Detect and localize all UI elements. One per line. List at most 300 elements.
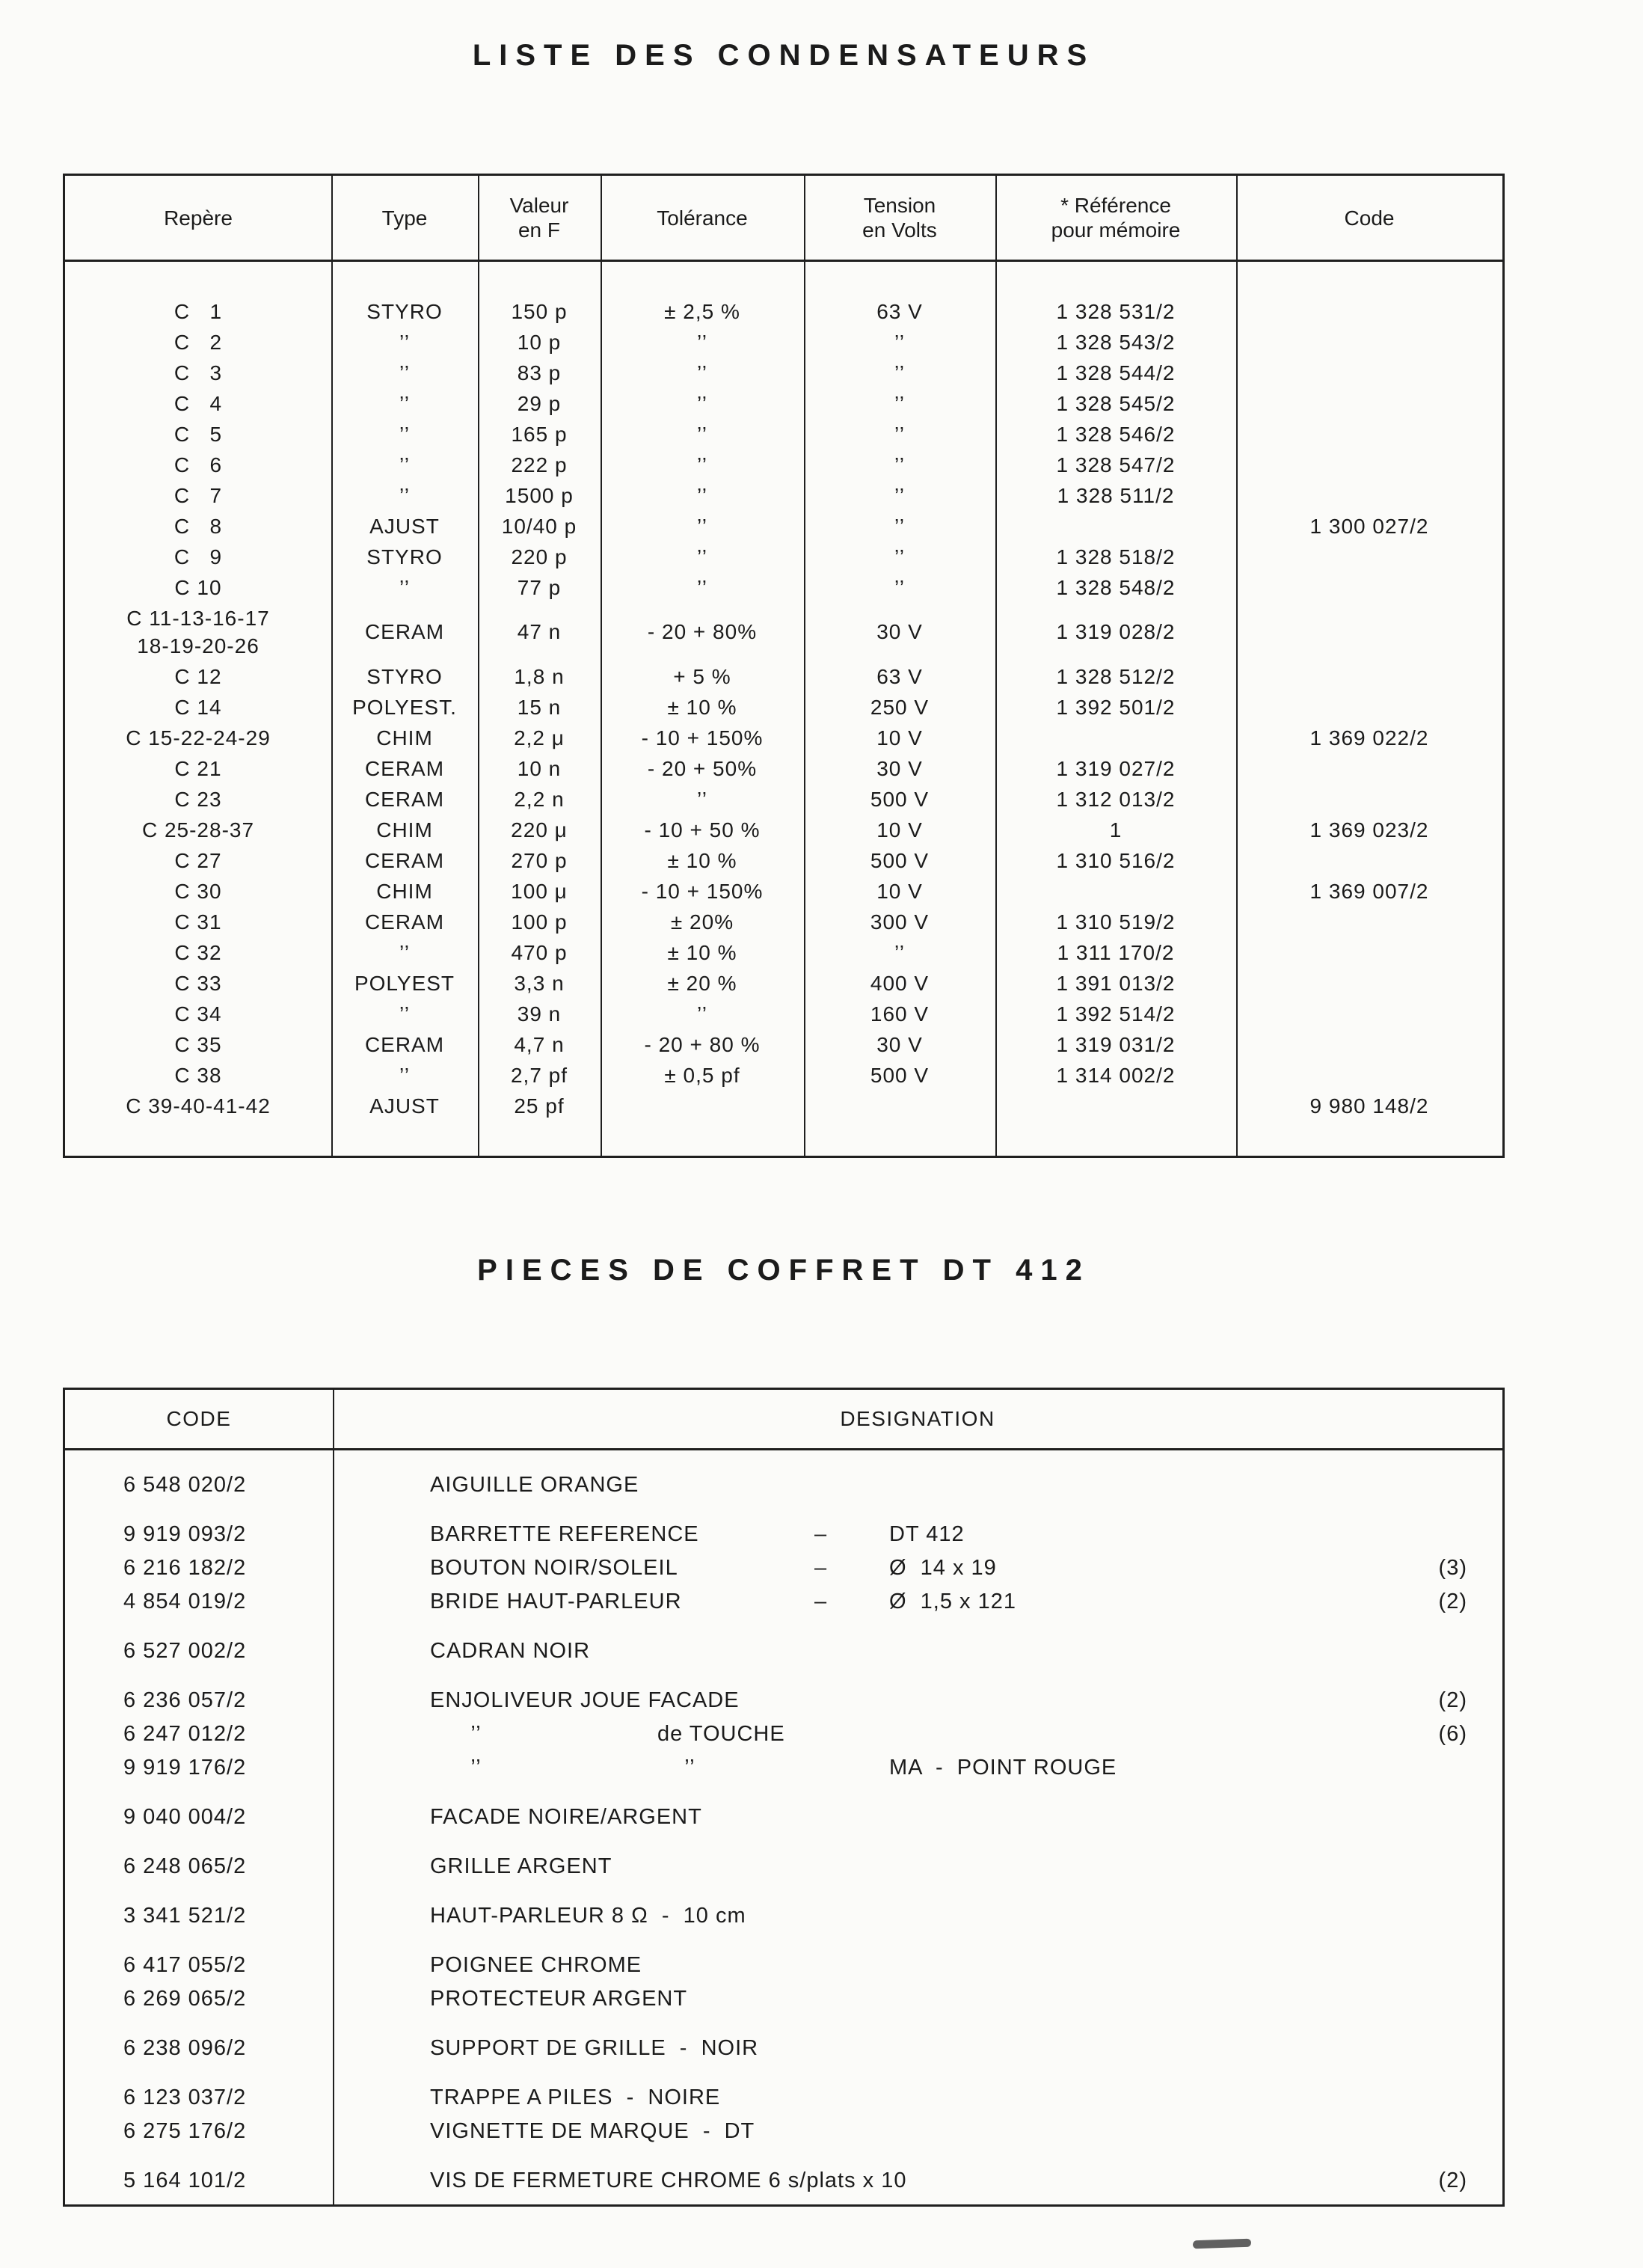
piece-designation	[333, 1722, 1502, 1747]
piece-designation	[333, 1987, 1502, 2011]
tension-cell: ’’	[894, 545, 905, 568]
code-cell	[1236, 1029, 1502, 1060]
designation-name: VIGNETTE DE MARQUE - DT	[430, 2119, 755, 2143]
reference-cell: 1 328 545/2	[1056, 391, 1176, 415]
column-divider	[333, 1390, 334, 2204]
piece-code: 6 236 057/2	[123, 1688, 247, 1712]
repere-cell: C 15-22-24-29	[126, 726, 271, 750]
header-code-label: Code	[1344, 206, 1395, 230]
pieces-row	[65, 1551, 1502, 1585]
designation-name: ’’	[430, 1722, 482, 1746]
piece-designation	[333, 1473, 1502, 1498]
reference-cell: 1 328 544/2	[1056, 361, 1176, 384]
piece-designation	[333, 2119, 1502, 2144]
repere-cell: C 4	[173, 391, 223, 415]
reference-cell: 1	[1109, 818, 1123, 842]
repere-cell: C 6	[173, 453, 223, 476]
designation-qty: (3)	[1438, 1556, 1467, 1580]
repere-cell: C 21	[174, 756, 222, 780]
repere-cell: C 8	[173, 514, 223, 538]
code-cell	[1236, 937, 1502, 968]
header-type	[331, 176, 478, 260]
valeur-cell: 100 p	[511, 910, 568, 934]
tension-cell: ’’	[894, 940, 905, 964]
designation-qty: (2)	[1438, 2169, 1467, 2192]
header-reference-line1: * Référence	[1060, 194, 1171, 217]
capacitor-row	[65, 572, 1502, 603]
piece-code: 6 548 020/2	[123, 1473, 247, 1497]
pieces-row	[65, 2081, 1502, 2115]
code-cell	[1236, 480, 1502, 511]
code-cell	[1236, 1060, 1502, 1091]
pieces-table	[63, 1388, 1505, 2207]
designation-name: HAUT-PARLEUR 8 Ω - 10 cm	[430, 1904, 746, 1928]
repere-cell: C 12	[174, 664, 222, 688]
valeur-cell: 2,2 n	[514, 787, 565, 811]
capacitor-row	[65, 907, 1502, 937]
valeur-cell: 3,3 n	[514, 971, 565, 995]
type-cell: ’’	[399, 483, 410, 507]
valeur-cell: 165 p	[511, 422, 568, 446]
type-cell: CERAM	[364, 756, 445, 780]
code-cell: 1 300 027/2	[1309, 514, 1429, 538]
capacitors-header-row	[65, 176, 1502, 262]
valeur-cell: 39 n	[517, 1002, 562, 1026]
designation-qty: (6)	[1438, 1722, 1467, 1746]
code-cell: 1 369 023/2	[1309, 818, 1429, 842]
reference-cell: 1 328 543/2	[1056, 330, 1176, 354]
repere-cell: C 10	[174, 575, 222, 599]
repere-cell: C 14	[174, 695, 222, 719]
designation-qty: (2)	[1438, 1590, 1467, 1613]
capacitor-row	[65, 753, 1502, 784]
type-cell: CERAM	[364, 787, 445, 811]
piece-code: 9 040 004/2	[123, 1805, 247, 1829]
tension-cell: ’’	[894, 483, 905, 507]
capacitor-row	[65, 815, 1502, 845]
valeur-cell: 83 p	[517, 361, 562, 384]
column-divider	[995, 176, 997, 1156]
designation-name: BRIDE HAUT-PARLEUR	[430, 1590, 682, 1613]
tolerance-cell: + 5 %	[673, 664, 731, 688]
tension-cell	[804, 1091, 995, 1121]
piece-code: 4 854 019/2	[123, 1590, 247, 1613]
piece-code: 6 527 002/2	[123, 1639, 247, 1663]
designation-name: CADRAN NOIR	[430, 1639, 591, 1663]
valeur-cell: 47 n	[517, 620, 562, 643]
pieces-title: PIECES DE COFFRET DT 412	[477, 1254, 1090, 1287]
designation-detail: Ø 1,5 x 121	[889, 1590, 1016, 1613]
code-cell	[1236, 999, 1502, 1029]
valeur-cell: 1,8 n	[514, 664, 565, 688]
code-cell	[1236, 603, 1502, 661]
code-cell	[1236, 845, 1502, 876]
code-cell	[1236, 753, 1502, 784]
pieces-body	[65, 1450, 1502, 2198]
valeur-cell: 10/40 p	[501, 514, 577, 538]
tension-cell: ’’	[894, 453, 905, 476]
header-reference-line2: pour mémoire	[1051, 218, 1181, 242]
capacitors-title: LISTE DES CONDENSATEURS	[472, 39, 1096, 72]
type-cell: ’’	[399, 940, 410, 964]
piece-designation	[333, 1854, 1502, 1879]
designation-qty: (2)	[1438, 1688, 1467, 1712]
valeur-cell: 470 p	[511, 940, 568, 964]
reference-cell: 1 319 031/2	[1056, 1032, 1176, 1056]
code-cell	[1236, 784, 1502, 815]
capacitor-row	[65, 1060, 1502, 1091]
capacitor-row	[65, 1091, 1502, 1121]
designation-name: VIS DE FERMETURE CHROME 6 s/plats x 10	[430, 2169, 907, 2192]
tolerance-cell: ± 0,5 pf	[664, 1063, 740, 1087]
tolerance-cell: ± 10 %	[667, 695, 737, 719]
designation-sub: de TOUCHE	[657, 1722, 785, 1746]
designation-sub: ’’	[657, 1756, 695, 1780]
type-cell: CERAM	[364, 1032, 445, 1056]
repere-cell: C 32	[174, 940, 222, 964]
type-cell: STYRO	[366, 664, 443, 688]
pieces-row	[65, 1518, 1502, 1551]
capacitor-row	[65, 723, 1502, 753]
piece-code: 6 417 055/2	[123, 1953, 247, 1977]
pieces-header-row	[65, 1390, 1502, 1450]
pieces-row	[65, 2032, 1502, 2065]
pieces-row	[65, 1949, 1502, 1982]
designation-dash: –	[814, 1522, 828, 1546]
tension-cell: 30 V	[876, 620, 923, 643]
type-cell: AJUST	[369, 514, 440, 538]
tension-cell: ’’	[894, 361, 905, 384]
code-cell	[1236, 542, 1502, 572]
designation-dash: –	[814, 1590, 828, 1613]
designation-dash: –	[814, 1556, 828, 1580]
tension-cell: 63 V	[876, 299, 923, 323]
code-cell	[1236, 358, 1502, 388]
tension-cell: ’’	[894, 391, 905, 415]
repere-cell: C 39-40-41-42	[126, 1094, 271, 1118]
piece-code: 6 247 012/2	[123, 1722, 247, 1746]
repere-cell: C 7	[173, 483, 223, 507]
column-divider	[601, 176, 602, 1156]
valeur-cell: 29 p	[517, 391, 562, 415]
column-divider	[804, 176, 805, 1156]
designation-name: TRAPPE A PILES - NOIRE	[430, 2085, 721, 2109]
reference-cell: 1 328 518/2	[1056, 545, 1176, 568]
reference-cell: 1 328 512/2	[1056, 664, 1176, 688]
pieces-row	[65, 1899, 1502, 1933]
code-cell: 1 369 022/2	[1309, 726, 1429, 750]
reference-cell: 1 328 531/2	[1056, 299, 1176, 323]
type-cell: ’’	[399, 453, 410, 476]
code-cell	[1236, 572, 1502, 603]
header-type-label: Type	[381, 206, 428, 230]
designation-name: SUPPORT DE GRILLE - NOIR	[430, 2036, 759, 2060]
designation-name: PROTECTEUR ARGENT	[430, 1987, 688, 2011]
type-cell: CERAM	[364, 620, 445, 643]
code-cell	[1236, 296, 1502, 327]
capacitor-row	[65, 419, 1502, 450]
repere-cell: C 30	[174, 879, 222, 903]
tension-cell: ’’	[894, 575, 905, 599]
repere-cell: C 35	[174, 1032, 222, 1056]
piece-code: 3 341 521/2	[123, 1904, 247, 1928]
reference-cell: 1 310 516/2	[1056, 848, 1176, 872]
tolerance-cell: - 20 + 50%	[647, 756, 758, 780]
pieces-row	[65, 1850, 1502, 1884]
code-cell: 1 369 007/2	[1309, 879, 1429, 903]
piece-designation	[333, 1756, 1502, 1780]
header-repere-label: Repère	[164, 206, 233, 230]
designation-detail: DT 412	[889, 1522, 965, 1546]
repere-cell: C 38	[174, 1063, 222, 1087]
capacitor-row	[65, 296, 1502, 327]
type-cell: AJUST	[369, 1094, 440, 1118]
tolerance-cell: ’’	[697, 453, 707, 476]
code-cell	[1236, 450, 1502, 480]
designation-name: POIGNEE CHROME	[430, 1953, 642, 1977]
reference-cell: 1 328 511/2	[1057, 483, 1175, 507]
reference-cell: 1 392 501/2	[1056, 695, 1176, 719]
designation-name: BARRETTE REFERENCE	[430, 1522, 699, 1546]
capacitor-row	[65, 784, 1502, 815]
tolerance-cell: ± 10 %	[667, 848, 737, 872]
piece-code: 6 238 096/2	[123, 2036, 247, 2060]
tension-cell: 10 V	[876, 818, 923, 842]
repere-cell: C 5	[173, 422, 223, 446]
valeur-cell: 77 p	[517, 575, 562, 599]
type-cell: ’’	[399, 1002, 410, 1026]
repere-cell: C 23	[174, 787, 222, 811]
header-code-col: CODE	[166, 1407, 232, 1430]
header-valeur-line1: Valeur	[509, 194, 569, 217]
tolerance-cell: ± 2,5 %	[664, 299, 740, 323]
piece-designation	[333, 1688, 1502, 1713]
valeur-cell: 2,2 μ	[514, 726, 565, 750]
valeur-cell: 15 n	[517, 695, 562, 719]
tolerance-cell: ± 20%	[670, 910, 734, 934]
tension-cell: 30 V	[876, 1032, 923, 1056]
tolerance-cell: - 20 + 80%	[647, 620, 758, 643]
repere-cell: C 27	[174, 848, 222, 872]
capacitor-row	[65, 1029, 1502, 1060]
type-cell: ’’	[399, 330, 410, 354]
repere-cell	[65, 603, 331, 661]
tension-cell: 63 V	[876, 664, 923, 688]
type-cell: ’’	[399, 422, 410, 446]
type-cell: CHIM	[376, 818, 433, 842]
piece-code: 6 269 065/2	[123, 1987, 247, 2011]
piece-designation	[333, 1953, 1502, 1978]
valeur-cell: 270 p	[511, 848, 568, 872]
repere-cell: C 9	[173, 545, 223, 568]
header-designation-col: DESIGNATION	[840, 1407, 995, 1430]
reference-cell	[995, 876, 1236, 907]
repere-line: 18-19-20-26	[137, 634, 259, 658]
valeur-cell: 1500 p	[505, 483, 574, 507]
code-cell: 9 980 148/2	[1309, 1094, 1429, 1118]
tolerance-cell: - 10 + 50 %	[644, 818, 761, 842]
reference-cell: 1 328 546/2	[1056, 422, 1176, 446]
tension-cell: 500 V	[870, 787, 930, 811]
header-reference	[995, 176, 1236, 260]
tolerance-cell: ’’	[697, 422, 707, 446]
code-cell	[1236, 419, 1502, 450]
tension-cell: 10 V	[876, 726, 923, 750]
header-valeur	[478, 176, 601, 260]
reference-cell	[995, 1091, 1236, 1121]
tolerance-cell: ’’	[697, 575, 707, 599]
type-cell: ’’	[399, 361, 410, 384]
designation-name: GRILLE ARGENT	[430, 1854, 612, 1878]
designation-detail: MA - POINT ROUGE	[889, 1756, 1117, 1780]
column-divider	[478, 176, 479, 1156]
tolerance-cell: ’’	[697, 787, 707, 811]
designation-name: ENJOLIVEUR JOUE FACADE	[430, 1688, 740, 1712]
capacitor-row	[65, 388, 1502, 419]
tension-cell: 500 V	[870, 1063, 930, 1087]
piece-designation	[333, 2169, 1502, 2193]
tolerance-cell: ’’	[697, 330, 707, 354]
valeur-cell: 2,7 pf	[510, 1063, 568, 1087]
piece-designation	[333, 1639, 1502, 1664]
repere-cell: C 34	[174, 1002, 222, 1026]
repere-line: C 11-13-16-17	[126, 607, 270, 630]
type-cell: POLYEST.	[352, 695, 457, 719]
valeur-cell: 220 μ	[511, 818, 568, 842]
reference-cell: 1 391 013/2	[1056, 971, 1176, 995]
tolerance-cell: ’’	[697, 483, 707, 507]
header-valeur-line2: en F	[518, 218, 561, 242]
reference-cell: 1 328 547/2	[1056, 453, 1176, 476]
piece-code: 6 275 176/2	[123, 2119, 247, 2143]
capacitor-row	[65, 327, 1502, 358]
tolerance-cell: - 10 + 150%	[641, 726, 764, 750]
code-cell	[1236, 388, 1502, 419]
type-cell: CERAM	[364, 848, 445, 872]
reference-cell	[995, 723, 1236, 753]
type-cell: CHIM	[376, 879, 433, 903]
tension-cell: ’’	[894, 330, 905, 354]
code-cell	[1236, 692, 1502, 723]
piece-designation	[333, 1522, 1502, 1547]
repere-cell: C 25-28-37	[141, 818, 255, 842]
tolerance-cell: ’’	[697, 1002, 707, 1026]
valeur-cell: 4,7 n	[514, 1032, 565, 1056]
tension-cell: 500 V	[870, 848, 930, 872]
tension-cell: ’’	[894, 514, 905, 538]
tension-cell: 400 V	[870, 971, 930, 995]
capacitors-body	[65, 262, 1502, 1121]
capacitor-row	[65, 542, 1502, 572]
scan-artifact	[1193, 2239, 1251, 2249]
designation-name: ’’	[430, 1756, 482, 1780]
piece-designation	[333, 2085, 1502, 2110]
header-repere	[65, 176, 331, 260]
capacitor-row	[65, 480, 1502, 511]
column-divider	[331, 176, 333, 1156]
capacitor-row	[65, 999, 1502, 1029]
tolerance-cell: - 20 + 80 %	[644, 1032, 761, 1056]
piece-designation	[333, 1556, 1502, 1581]
capacitor-row	[65, 450, 1502, 480]
type-cell: POLYEST	[354, 971, 455, 995]
valeur-cell: 222 p	[511, 453, 568, 476]
repere-cell: C 31	[174, 910, 222, 934]
piece-code: 6 123 037/2	[123, 2085, 247, 2109]
pieces-row	[65, 1751, 1502, 1785]
tolerance-cell: ± 10 %	[667, 940, 737, 964]
piece-code: 6 248 065/2	[123, 1854, 247, 1878]
capacitors-table	[63, 174, 1505, 1158]
header-tension-line2: en Volts	[862, 218, 937, 242]
capacitor-row	[65, 358, 1502, 388]
piece-designation	[333, 1904, 1502, 1928]
piece-designation	[333, 1805, 1502, 1830]
column-divider	[1236, 176, 1238, 1156]
tolerance-cell: ’’	[697, 391, 707, 415]
type-cell: STYRO	[366, 545, 443, 568]
capacitor-row	[65, 511, 1502, 542]
reference-cell: 1 314 002/2	[1056, 1063, 1176, 1087]
capacitor-row	[65, 876, 1502, 907]
tolerance-cell: - 10 + 150%	[641, 879, 764, 903]
header-tolerance-label: Tolérance	[657, 206, 748, 230]
code-cell	[1236, 968, 1502, 999]
type-cell: CERAM	[364, 910, 445, 934]
tension-cell: 160 V	[870, 1002, 930, 1026]
piece-designation	[333, 2036, 1502, 2061]
code-cell	[1236, 661, 1502, 692]
piece-designation	[333, 1590, 1502, 1614]
valeur-cell: 150 p	[511, 299, 568, 323]
capacitor-row	[65, 937, 1502, 968]
code-cell	[1236, 907, 1502, 937]
reference-cell: 1 319 028/2	[1056, 620, 1176, 643]
piece-code: 9 919 176/2	[123, 1756, 247, 1780]
reference-cell: 1 392 514/2	[1056, 1002, 1176, 1026]
pieces-row	[65, 1800, 1502, 1834]
piece-code: 6 216 182/2	[123, 1556, 247, 1580]
repere-cell: C 33	[174, 971, 222, 995]
repere-cell: C 2	[173, 330, 223, 354]
header-tension	[804, 176, 995, 260]
type-cell: ’’	[399, 1063, 410, 1087]
pieces-row	[65, 2115, 1502, 2148]
designation-name: AIGUILLE ORANGE	[430, 1473, 639, 1497]
designation-name: FACADE NOIRE/ARGENT	[430, 1805, 702, 1829]
capacitor-row	[65, 845, 1502, 876]
valeur-cell: 220 p	[511, 545, 568, 568]
piece-code: 5 164 101/2	[123, 2169, 247, 2192]
reference-cell	[995, 511, 1236, 542]
pieces-row	[65, 1634, 1502, 1668]
tolerance-cell	[601, 1091, 804, 1121]
valeur-cell: 10 n	[517, 756, 562, 780]
pieces-row	[65, 2164, 1502, 2198]
reference-cell: 1 310 519/2	[1056, 910, 1176, 934]
header-tolerance	[601, 176, 804, 260]
designation-name: BOUTON NOIR/SOLEIL	[430, 1556, 678, 1580]
tolerance-cell: ± 20 %	[667, 971, 737, 995]
type-cell: ’’	[399, 391, 410, 415]
reference-cell: 1 319 027/2	[1056, 756, 1176, 780]
tension-cell: ’’	[894, 422, 905, 446]
designation-detail: Ø 14 x 19	[889, 1556, 997, 1580]
pieces-row	[65, 1982, 1502, 2016]
capacitor-row	[65, 661, 1502, 692]
pieces-row	[65, 1684, 1502, 1717]
pieces-row	[65, 1717, 1502, 1751]
